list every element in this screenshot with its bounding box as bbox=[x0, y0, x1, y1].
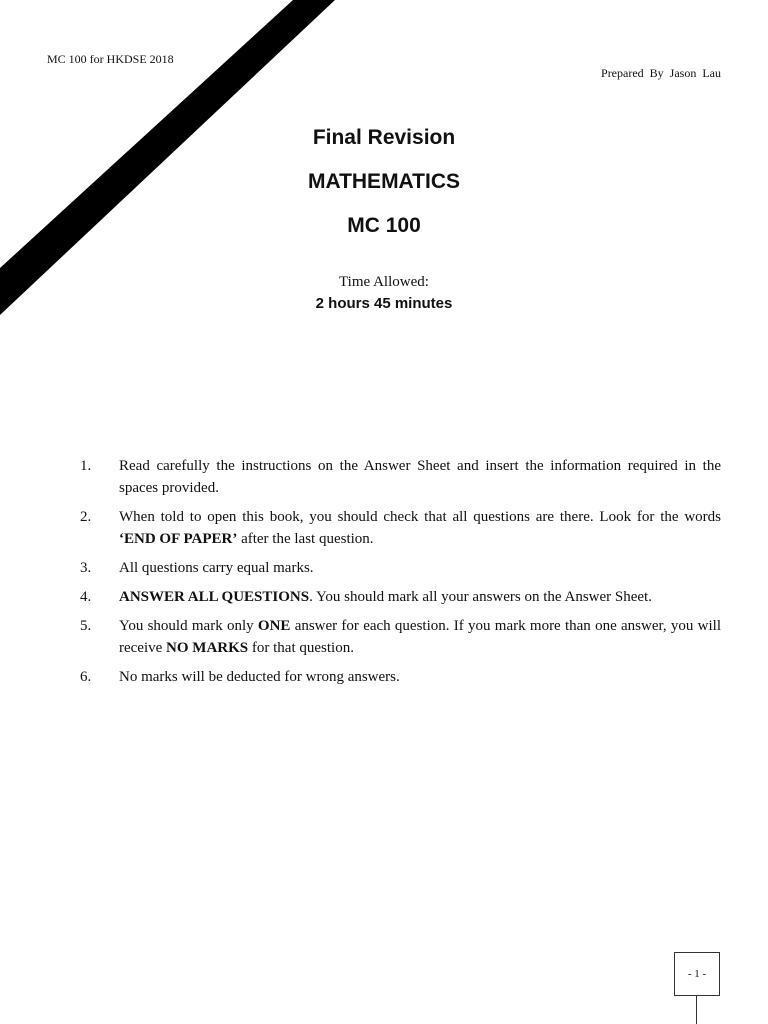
instruction-item bbox=[80, 586, 721, 608]
time-allowed-value: 2 hours 45 minutes bbox=[315, 295, 453, 312]
instruction-emphasis: ANSWER ALL QUESTIONS bbox=[119, 589, 310, 605]
instruction-segment: When told to open this book, you should check that all questions are there. Look for the words bbox=[119, 509, 721, 525]
instruction-text bbox=[119, 615, 721, 659]
instruction-emphasis: ONE bbox=[257, 618, 291, 634]
page-number-connector bbox=[696, 996, 697, 1024]
instruction-text bbox=[119, 557, 721, 579]
instruction-text bbox=[119, 666, 721, 688]
instruction-emphasis: NO MARKS bbox=[166, 640, 249, 656]
instruction-number: 2. bbox=[80, 509, 92, 525]
instruction-item bbox=[80, 455, 721, 499]
page-number: - 1 - bbox=[687, 968, 707, 980]
instruction-text bbox=[119, 455, 721, 499]
instruction-number: 4. bbox=[80, 589, 92, 605]
instruction-number: 6. bbox=[80, 669, 92, 685]
instruction-segment: No marks will be deducted for wrong answers. bbox=[119, 669, 400, 685]
instruction-number: 3. bbox=[80, 560, 92, 576]
instruction-number: 5. bbox=[80, 618, 92, 634]
instruction-segment: . You should mark all your answers on the Answer Sheet. bbox=[309, 589, 652, 605]
instruction-text bbox=[119, 506, 721, 550]
instruction-item bbox=[80, 666, 721, 688]
instruction-item bbox=[80, 557, 721, 579]
instruction-segment: answer for each question. If you mark more than one answer, you will receive bbox=[119, 618, 722, 656]
page-number-box bbox=[674, 952, 720, 996]
instructions-list bbox=[80, 455, 721, 695]
time-allowed-label: Time Allowed: bbox=[339, 274, 429, 290]
header-author-label: Prepared By Jason Lau bbox=[601, 66, 721, 80]
instruction-text bbox=[119, 586, 721, 608]
instruction-segment: You should mark only bbox=[119, 618, 258, 634]
instruction-segment: All questions carry equal marks. bbox=[119, 560, 314, 576]
instruction-item bbox=[80, 615, 721, 659]
title-final-revision: Final Revision bbox=[312, 126, 456, 149]
title-subject: MATHEMATICS bbox=[307, 170, 461, 193]
instruction-emphasis: ‘END OF PAPER’ bbox=[119, 531, 238, 547]
instruction-segment: after the last question. bbox=[237, 531, 374, 547]
instruction-segment: for that question. bbox=[248, 640, 354, 656]
header-course-label: MC 100 for HKDSE 2018 bbox=[47, 52, 174, 66]
instruction-segment: Read carefully the instructions on the Answer Sheet and insert the information required in the spaces provided. bbox=[119, 458, 721, 496]
instruction-item bbox=[80, 506, 721, 550]
title-paper-code: MC 100 bbox=[347, 214, 421, 237]
instruction-number: 1. bbox=[80, 458, 92, 474]
